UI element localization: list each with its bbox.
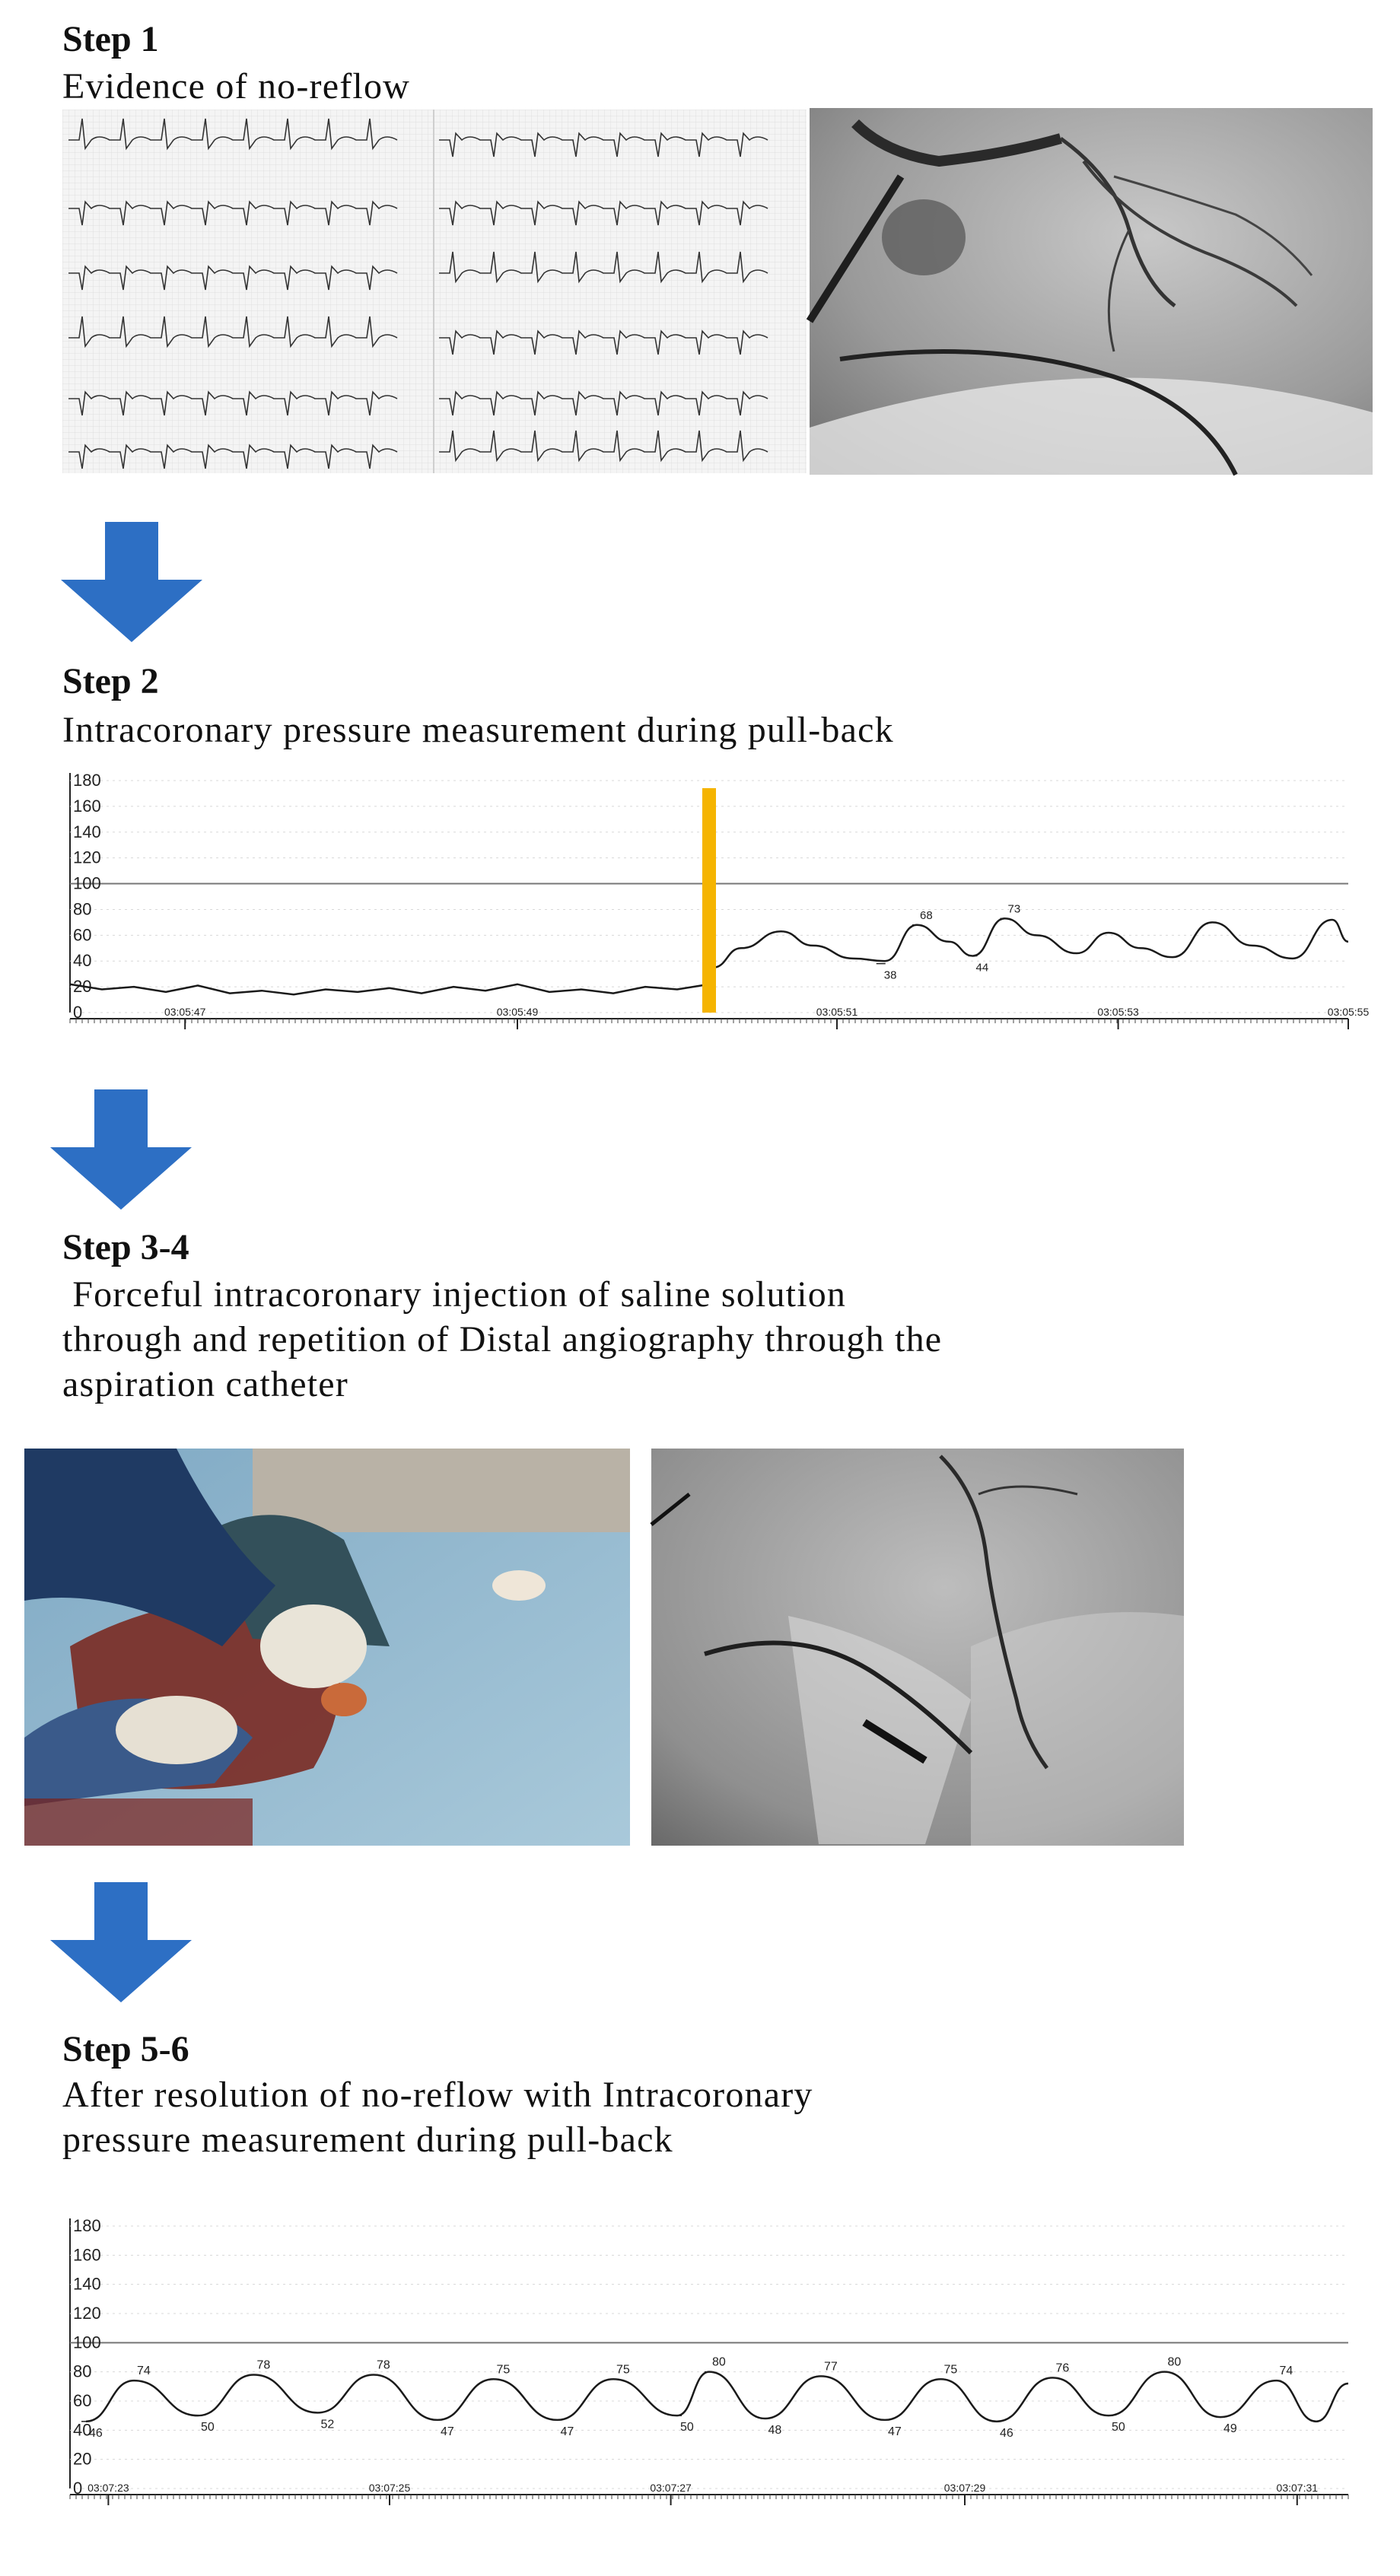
- x-tick-label: 03:07:29: [943, 2482, 986, 2494]
- pressure-trace: [86, 2372, 1348, 2422]
- y-tick-label: 180: [73, 771, 101, 790]
- procedure-photo: [24, 1449, 630, 1846]
- pressure-trace-post: [713, 918, 1348, 967]
- peak-label: 75: [496, 2363, 511, 2377]
- x-tick-label: 03:05:51: [816, 1006, 858, 1018]
- data-label: 68: [920, 908, 933, 922]
- data-label: 38: [883, 968, 897, 982]
- arrow-down-icon: [50, 1089, 192, 1210]
- y-tick-label: 180: [73, 2216, 101, 2235]
- trough-label: 48: [768, 2424, 782, 2437]
- y-tick-label: 140: [73, 2274, 101, 2294]
- y-tick-label: 0: [73, 2479, 83, 2498]
- step-3-4-description-line-3: aspiration catheter: [62, 1364, 348, 1404]
- step-5-6-description-line-1: After resolution of no-reflow with Intracoronary: [62, 2075, 813, 2115]
- y-tick-label: 120: [73, 848, 101, 867]
- y-tick-label: 40: [73, 2420, 92, 2440]
- trough-label: 50: [201, 2421, 215, 2434]
- peak-label: 76: [1055, 2361, 1070, 2375]
- ecg-image: [62, 110, 807, 473]
- step-1-title: Step 1: [62, 19, 159, 59]
- angiography-image-2: [651, 1449, 1184, 1846]
- peak-label: 78: [256, 2358, 271, 2372]
- y-tick-label: 120: [73, 2304, 101, 2323]
- x-tick-label: 03:07:31: [1276, 2482, 1319, 2494]
- trough-label: 50: [1112, 2421, 1125, 2434]
- y-tick-label: 0: [73, 1003, 83, 1022]
- arrow-down-icon: [50, 1882, 192, 2002]
- peak-label: 75: [943, 2363, 958, 2377]
- step-3-4-description-line-1: Forceful intracoronary injection of saline solution: [62, 1274, 847, 1315]
- peak-label: 75: [616, 2363, 630, 2377]
- step-5-6-description-line-2: pressure measurement during pull-back: [62, 2120, 673, 2160]
- pullback-marker: [702, 788, 716, 1013]
- pressure-chart-before: [62, 765, 1370, 1059]
- peak-label: 74: [1279, 2365, 1293, 2378]
- x-tick-label: 03:07:23: [88, 2482, 129, 2494]
- y-tick-label: 140: [73, 822, 101, 841]
- step-3-4-title: Step 3-4: [62, 1227, 189, 1267]
- pressure-trace-pre: [70, 984, 709, 995]
- step-2-title: Step 2: [62, 661, 159, 701]
- y-tick-label: 100: [73, 873, 101, 893]
- x-tick-label: 03:07:27: [650, 2482, 692, 2494]
- x-tick-label: 03:07:25: [368, 2482, 411, 2494]
- trough-label: 50: [680, 2421, 694, 2434]
- trough-label: 47: [441, 2425, 454, 2438]
- y-tick-label: 20: [73, 977, 92, 997]
- step-1-description: Evidence of no-reflow: [62, 66, 411, 107]
- trough-label: 47: [560, 2425, 574, 2438]
- y-tick-label: 80: [73, 2361, 92, 2381]
- peak-label: 78: [377, 2358, 390, 2372]
- x-tick-label: 03:05:47: [164, 1006, 206, 1018]
- trough-label: 49: [1223, 2422, 1237, 2436]
- peak-label: 77: [824, 2360, 838, 2374]
- peak-label: 74: [137, 2365, 151, 2378]
- peak-label: 80: [1167, 2355, 1182, 2369]
- data-label: 44: [975, 961, 989, 975]
- y-tick-label: 80: [73, 899, 92, 919]
- y-tick-label: 160: [73, 796, 101, 816]
- step-3-4-description-line-2: through and repetition of Distal angiography through the: [62, 1319, 943, 1360]
- ecg-tracing: [62, 110, 807, 473]
- x-tick-label: 03:05:53: [1097, 1006, 1139, 1018]
- angiography-image-1: [810, 108, 1373, 475]
- y-tick-label: 60: [73, 2391, 92, 2410]
- arrow-down-icon: [61, 522, 202, 642]
- step-2-description: Intracoronary pressure measurement during pull-back: [62, 710, 894, 750]
- y-tick-label: 100: [73, 2333, 101, 2352]
- data-label: 73: [1007, 902, 1021, 916]
- trough-label: 47: [888, 2425, 902, 2438]
- y-tick-label: 40: [73, 951, 92, 971]
- x-tick-label: 03:05:49: [496, 1006, 539, 1018]
- y-tick-label: 20: [73, 2449, 92, 2469]
- pressure-chart-after: [62, 2203, 1356, 2538]
- step-5-6-title: Step 5-6: [62, 2029, 189, 2069]
- peak-label: 80: [712, 2355, 726, 2369]
- x-tick-label: 03:05:55: [1327, 1006, 1370, 1018]
- trough-label: 52: [320, 2418, 335, 2431]
- trough-label: 46: [1000, 2426, 1013, 2440]
- y-tick-label: 60: [73, 925, 92, 945]
- y-tick-label: 160: [73, 2245, 101, 2265]
- trough-label: 46: [89, 2426, 103, 2440]
